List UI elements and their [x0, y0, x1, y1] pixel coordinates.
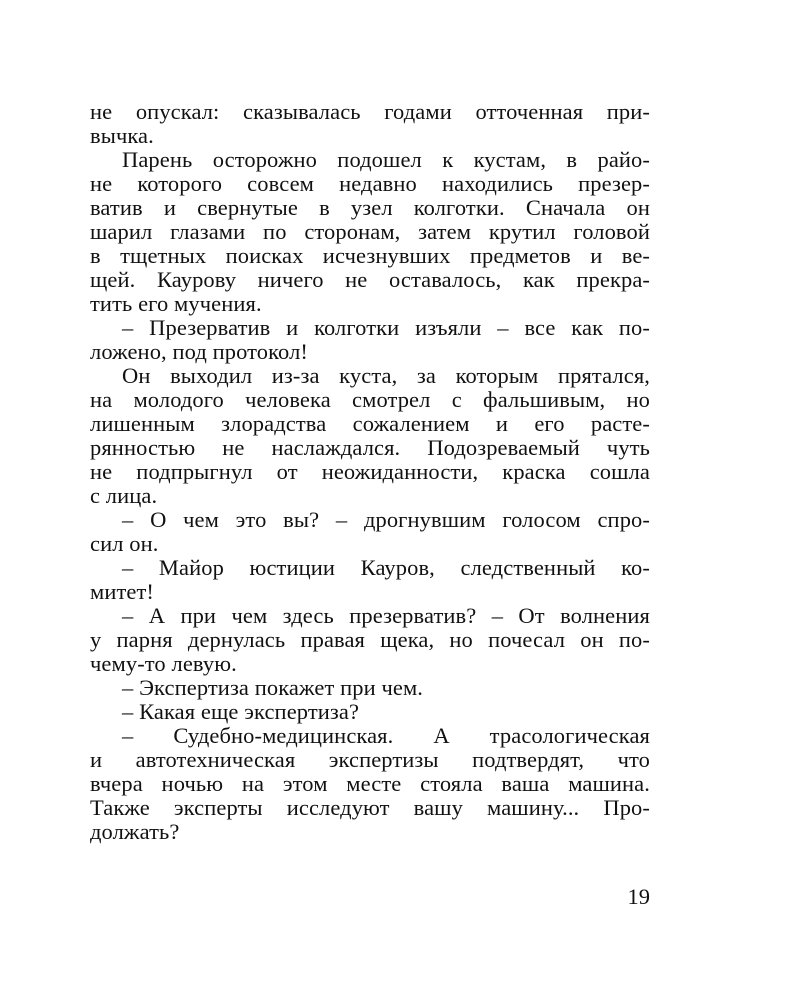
text-line: – Судебно-медицинская. А трасологическая: [122, 723, 650, 748]
text-line: Также эксперты исследуют вашу машину... Про-: [90, 795, 650, 820]
text-line: не опускал: сказывалась годами отточенная при-: [90, 99, 650, 124]
text-line: в тщетных поисках исчезнувших предметов и ве-: [90, 243, 650, 268]
text-line: митет!: [90, 579, 155, 604]
text-line: не которого совсем недавно находились презер-: [90, 171, 650, 196]
text-line: тить его мучения.: [90, 291, 262, 316]
text-line: ватив и свернутые в узел колготки. Сначала он: [90, 195, 650, 220]
text-line: Он выходил из-за куста, за которым прятался,: [122, 363, 650, 388]
text-line: Парень осторожно подошел к кустам, в райо-: [122, 147, 650, 172]
text-line: – А при чем здесь презерватив? – От волнения: [122, 603, 650, 628]
text-line: на молодого человека смотрел с фальшивым, но: [90, 387, 650, 412]
text-line: чему-то левую.: [90, 651, 237, 676]
text-line: – Майор юстиции Кауров, следственный ко-: [122, 555, 650, 580]
text-line: лишенным злорадства сожалением и его расте-: [90, 411, 650, 436]
text-line: – Экспертиза покажет при чем.: [122, 675, 424, 700]
text-line: – Презерватив и колготки изъяли – все как по-: [122, 315, 650, 340]
text-line: должать?: [90, 819, 180, 844]
text-line: шарил глазами по сторонам, затем крутил головой: [90, 219, 650, 244]
text-line: рянностью не наслаждался. Подозреваемый чуть: [90, 435, 650, 460]
page-number: 19: [627, 884, 650, 909]
text-line: и автотехническая экспертизы подтвердят, что: [90, 747, 650, 772]
text-line: вчера ночью на этом месте стояла ваша машина.: [90, 771, 650, 796]
text-line: щей. Каурову ничего не оставалось, как прекра-: [90, 267, 650, 292]
text-line: не подпрыгнул от неожиданности, краска сошла: [90, 459, 650, 484]
text-line: – О чем это вы? – дрогнувшим голосом спро-: [122, 507, 650, 532]
text-line: сил он.: [90, 531, 159, 556]
text-line: у парня дернулась правая щека, но почесал он по-: [90, 627, 650, 652]
text-line: – Какая еще экспертиза?: [122, 699, 360, 724]
text-line: ложено, под протокол!: [90, 339, 309, 364]
text-line: с лица.: [90, 483, 158, 508]
text-line: вычка.: [90, 123, 154, 148]
